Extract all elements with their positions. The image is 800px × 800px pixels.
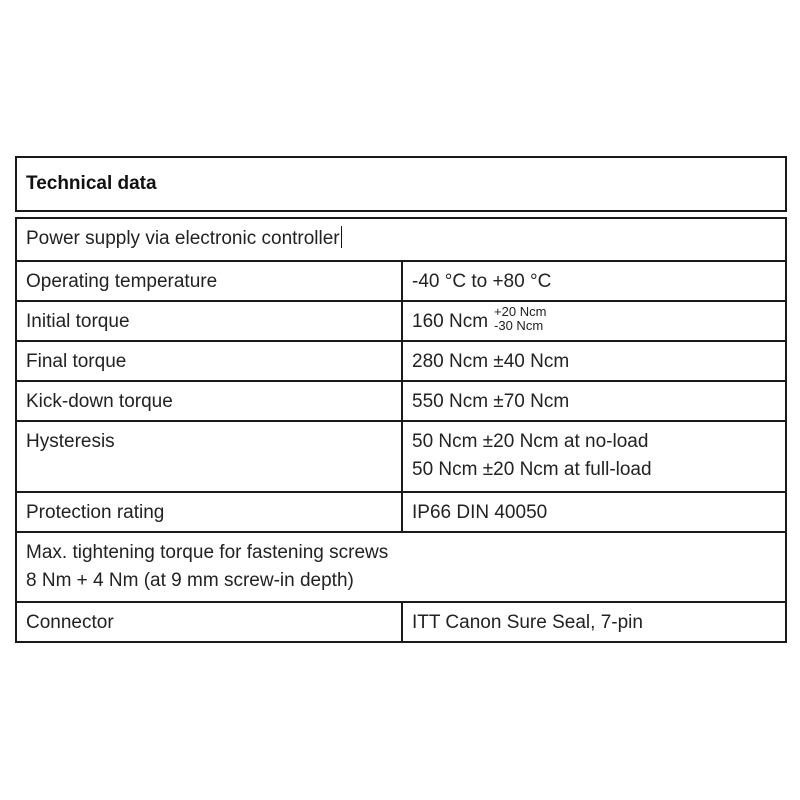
row-label: Initial torque [26, 311, 130, 332]
row-value [412, 422, 652, 491]
tightening-torque-label: Max. tightening torque for fastening screws [26, 542, 389, 563]
table-row-final-torque [17, 340, 785, 380]
tolerance-plus: +20 Ncm [494, 304, 547, 319]
column-divider [401, 302, 403, 340]
row-label: Kick-down torque [26, 391, 173, 412]
row-value: IP66 DIN 40050 [412, 502, 548, 523]
column-divider [401, 422, 403, 491]
column-divider [401, 382, 403, 420]
table-row-hysteresis [17, 420, 785, 491]
table-row-initial-torque [17, 300, 785, 340]
row-label: Connector [26, 612, 114, 633]
row-label: Hysteresis [26, 431, 115, 452]
row-value: 550 Ncm ±70 Ncm [412, 391, 570, 412]
hysteresis-no-load: 50 Ncm ±20 Ncm at no-load [412, 431, 649, 452]
technical-data-table [15, 217, 787, 643]
table-row-tightening-torque [17, 531, 785, 601]
row-label: Operating temperature [26, 271, 218, 292]
table-row-operating-temperature [17, 260, 785, 300]
column-divider [401, 342, 403, 380]
table-title-box [15, 156, 787, 212]
hysteresis-full-load: 50 Ncm ±20 Ncm at full-load [412, 459, 652, 480]
initial-torque-value: 160 Ncm [412, 311, 489, 333]
table-row-connector [17, 601, 785, 641]
row-label: Protection rating [26, 502, 165, 523]
tolerance-minus: -30 Ncm [494, 318, 544, 333]
row-value: 280 Ncm ±40 Ncm [412, 351, 570, 372]
row-value [412, 302, 546, 340]
row-value: ITT Canon Sure Seal, 7-pin [412, 612, 643, 633]
column-divider [401, 493, 403, 531]
row-value: -40 °C to +80 °C [412, 271, 552, 292]
tightening-torque-value: 8 Nm + 4 Nm (at 9 mm screw-in depth) [26, 570, 354, 591]
power-supply-text: Power supply via electronic controller [26, 228, 340, 249]
column-divider [401, 603, 403, 641]
table-title: Technical data [26, 173, 157, 194]
tolerance [494, 305, 546, 333]
table-row-kick-down-torque [17, 380, 785, 420]
row-label: Final torque [26, 351, 127, 372]
column-divider [401, 262, 403, 300]
table-row-protection-rating [17, 491, 785, 531]
table-row-power-supply [17, 219, 785, 260]
text-cursor [341, 226, 342, 248]
